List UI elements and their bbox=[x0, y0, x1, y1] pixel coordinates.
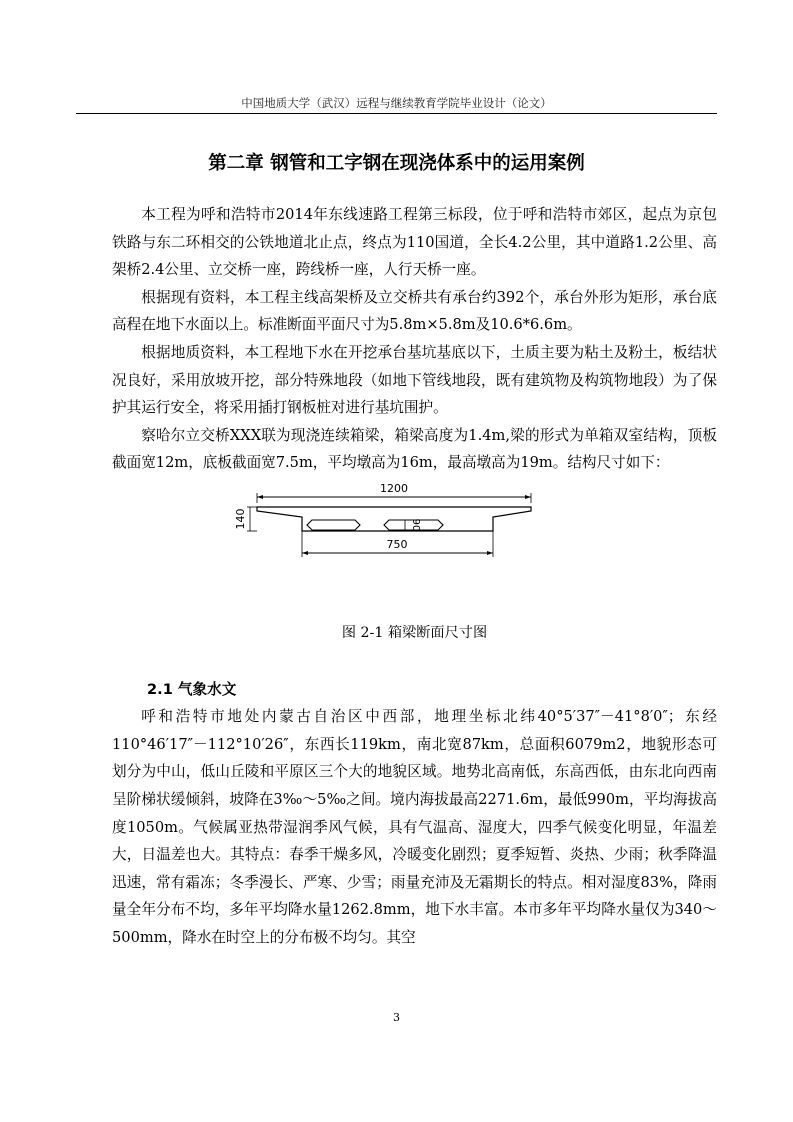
box-girder-figure bbox=[112, 477, 717, 620]
section-heading: 2.1 气象水文 bbox=[147, 680, 237, 698]
dim-label-height: 140 bbox=[234, 508, 247, 530]
dim-label-bottom: 750 bbox=[386, 537, 408, 551]
section-paragraph: 呼和浩特市地处内蒙古自治区中西部，地理坐标北纬40°5′37″－41°8′0″；东经110°46′17″－112°10′26″，东西长119km，南北宽87km，总面积6079m2，地貌形态可划分为中山，低山丘陵和平原区三个大的地貌区域。地势北高南低，东高西低，由东北向西南呈阶梯状缓倾斜，坡降在3‰～5‰之间。境内海拔最高2271.6m，最低990m，平均海拔高度1050m。气候属亚热带湿润季风气候，具有气温高、湿度大，四季气候变化明显，年温差大，日温差也大。其特点：春季干燥多风，冷暖变化剧烈；夏季短暂、炎热、少雨；秋季降温迅速，常有霜冻；冬季漫长、严寒、少雪；雨量充沛及无霜期长的特点。相对湿度83%，降雨量全年分布不均，多年平均降水量1262.8mm，地下水丰富。本市多年平均降水量仅为340～500mm，降水在时空上的分布极不均匀。其空 bbox=[112, 708, 717, 946]
figure-caption: 图 2-1 箱梁断面尺寸图 bbox=[341, 624, 488, 641]
paragraph-3: 根据地质资料，本工程地下水在开挖承台基坑基底以下，土质主要为粘土及粉土，板结状况良好，采用放坡开挖，部分特殊地段（如地下管线地段，既有建筑物及构筑物地段）为了保护其运行安全，将采用插打钢板桩对进行基坑围护。 bbox=[112, 343, 717, 417]
dim-arrow-left-bottom bbox=[302, 551, 308, 555]
girder-outline bbox=[257, 507, 531, 531]
dim-arrow-right-bottom bbox=[487, 551, 493, 555]
page-number: 3 bbox=[393, 1011, 400, 1024]
chapter-title: 第二章 钢管和工字钢在现浇体系中的运用案例 bbox=[208, 153, 585, 174]
dim-label-inner: 90 bbox=[410, 518, 421, 532]
dim-label-top: 1200 bbox=[380, 481, 408, 495]
header-rule bbox=[76, 113, 717, 114]
box-girder-section-drawing bbox=[234, 481, 547, 581]
dim-arrow-right-top bbox=[525, 495, 531, 499]
paragraph-2: 根据现有资料，本工程主线高架桥及立交桥共有承台约392个，承台外形为矩形，承台底高程在地下水面以上。标准断面平面尺寸为5.8m×5.8m及10.6*6.6m。 bbox=[112, 288, 717, 334]
body-content bbox=[112, 201, 717, 951]
page-header: 中国地质大学（武汉）远程与继续教育学院毕业设计（论文） bbox=[241, 96, 552, 110]
dim-arrow-left-top bbox=[257, 495, 263, 499]
paragraph-1: 本工程为呼和浩特市2014年东线速路工程第三标段，位于呼和浩特市郊区，起点为京包铁路与东二环相交的公铁地道北止点，终点为110国道，全长4.2公里，其中道路1.2公里、高架桥2.4公里、立交桥一座，跨线桥一座，人行天桥一座。 bbox=[112, 206, 717, 279]
cell-left bbox=[307, 520, 360, 530]
paragraph-4: 察哈尔立交桥XXX联为现浇连续箱梁，箱梁高度为1.4m,梁的形式为单箱双室结构，顶板截面宽12m，底板截面宽7.5m，平均墩高为16m，最高墩高为19m。结构尺寸如下： bbox=[112, 426, 717, 472]
